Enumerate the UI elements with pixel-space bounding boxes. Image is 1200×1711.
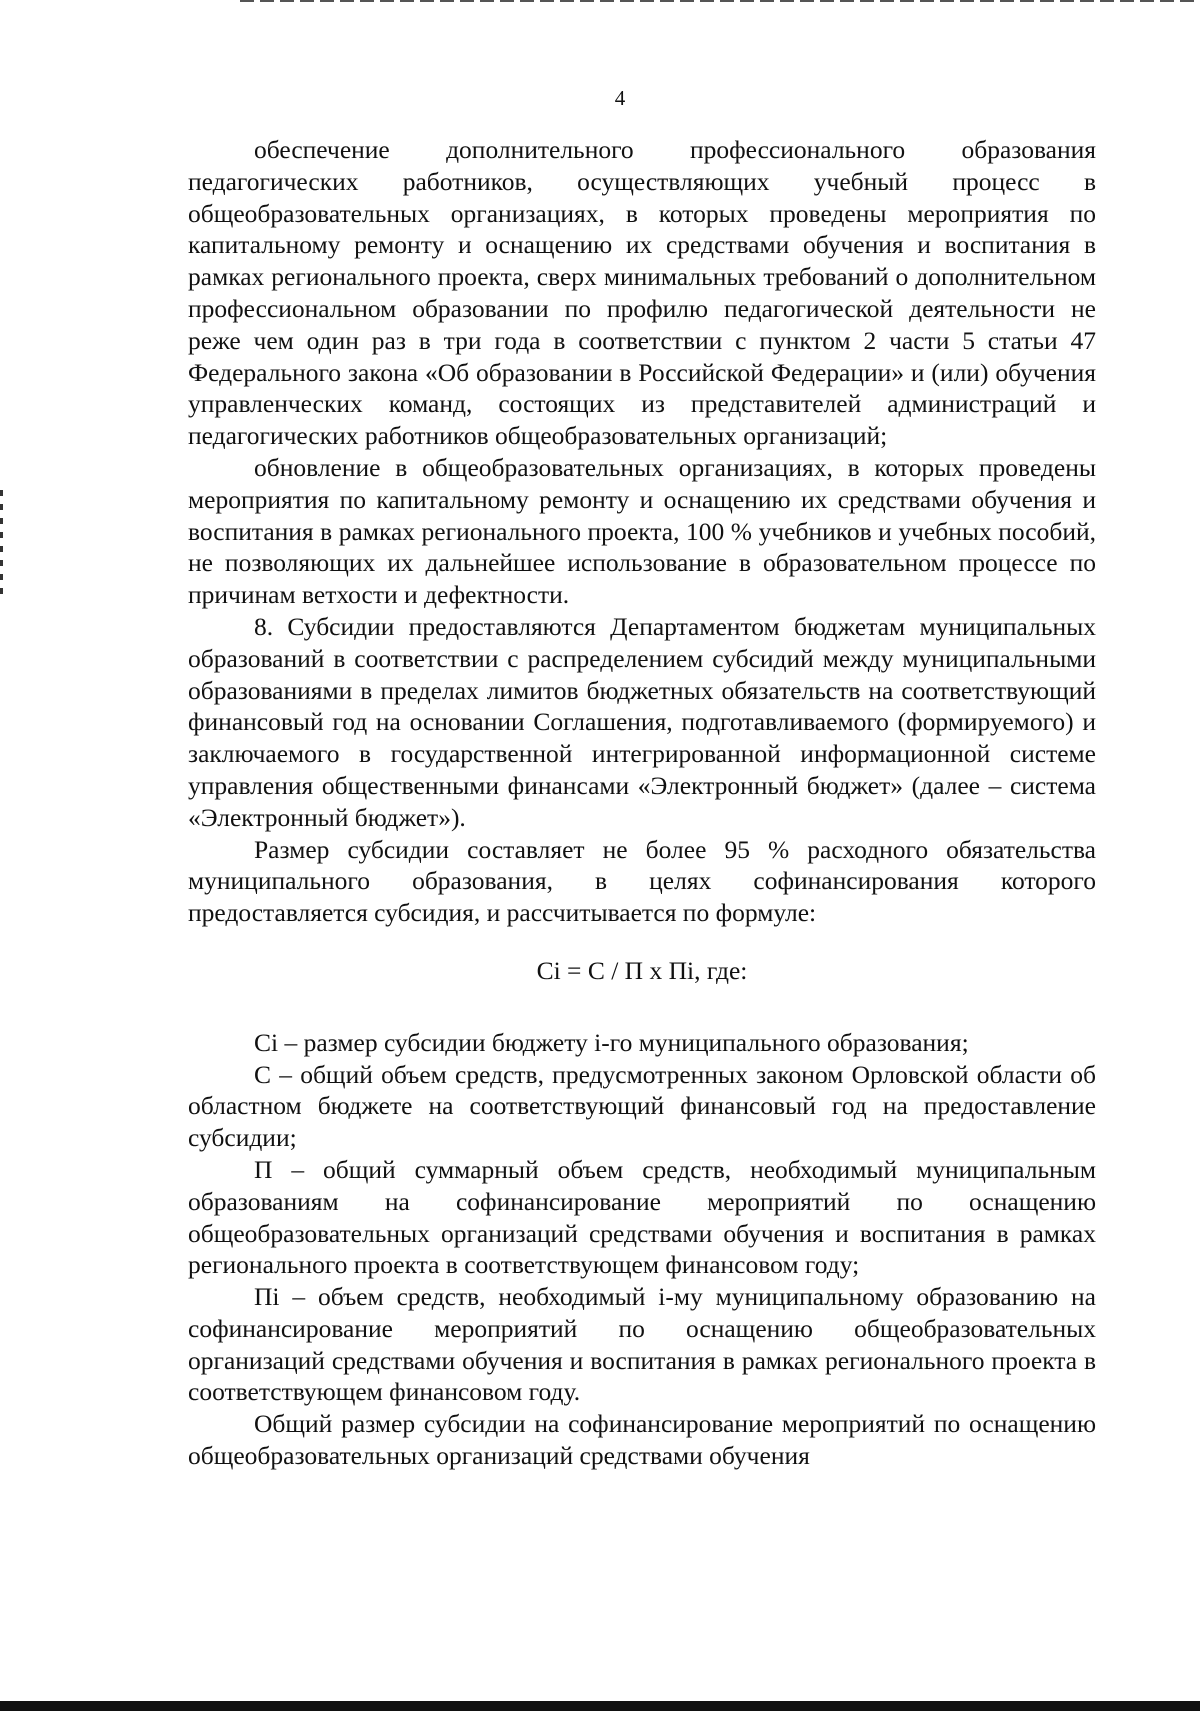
- paragraph-textbook-update: обновление в общеобразовательных организациях, в которых проведены мероприятия по капитальному ремонту и оснащению их средствами обучения и воспитания в рамках регионального проекта, 100 % учебников и учебных пособий, не позволяющих их дальнейшее использование в образовательном процессе по причинам ветхости и дефектности.: [188, 452, 1096, 610]
- page-number: 4: [614, 86, 626, 110]
- formula: Ci = C / П х Пi, где:: [536, 955, 748, 985]
- scan-left-edge-marks: [0, 490, 3, 600]
- paragraph-subsidy-size: Размер субсидии составляет не более 95 % расходного обязательства муниципального образования, в целях софинансирования которого предоставляется субсидия, и рассчитывается по формуле:: [188, 834, 1096, 928]
- scan-bottom-edge: [0, 1701, 1200, 1711]
- paragraph-professional-education: обеспечение дополнительного профессионального образования педагогических работников, осуществляющих учебный процесс в общеобразовательных организациях, в которых проведены мероприятия по капитальному ремонту и оснащению их средствами обучения и воспитания в рамках регионального проекта, сверх минимальных требований о дополнительном профессиональном образовании по профилю педагогической деятельности не реже чем один раз в три года в соответствии с пунктом 2 части 5 статьи 47 Федерального закона «Об образовании в Российской Федерации» и (или) обучения управленческих команд, состоящих из представителей администраций и педагогических работников общеобразовательных организаций;: [188, 135, 1096, 451]
- paragraph-clause-8: 8. Субсидии предоставляются Департаментом бюджетам муниципальных образований в соответствии с распределением субсидий между муниципальными образованиями в пределах лимитов бюджетных обязательств на соответствующий финансовый год на основании Соглашения, подготавливаемого (формируемого) и заключаемого в государственной интегрированной информационной системе управления общественными финансами «Электронный бюджет» (далее – система «Электронный бюджет»).: [188, 611, 1096, 832]
- scan-top-edge: [240, 0, 1200, 2]
- definition-pi: Пi – объем средств, необходимый i-му муниципальному образованию на софинансирование мероприятий по оснащению общеобразовательных организаций средствами обучения и воспитания в рамках регионального проекта в соответствующем финансовом году.: [188, 1282, 1096, 1407]
- definition-ci: Ci – размер субсидии бюджету i-го муниципального образования;: [254, 1027, 969, 1057]
- definition-c: C – общий объем средств, предусмотренных законом Орловской области об областном бюджете на соответствующий финансовый год на предоставление субсидии;: [188, 1059, 1096, 1153]
- definition-p: П – общий суммарный объем средств, необходимый муниципальным образованиям на софинансирование мероприятий по оснащению общеобразовательных организаций средствами обучения и воспитания в рамках регионального проекта в соответствующем финансовом году;: [188, 1154, 1096, 1280]
- paragraph-total-subsidy: Общий размер субсидии на софинансирование мероприятий по оснащению общеобразовательных организаций средствами обучения: [188, 1409, 1096, 1471]
- document-body: [188, 134, 1096, 1472]
